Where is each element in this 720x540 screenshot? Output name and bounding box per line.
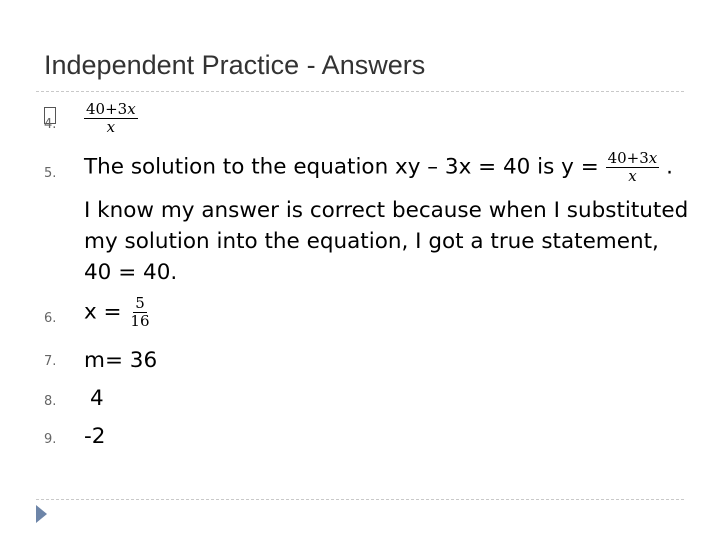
explanation-line-3: 40 = 40.: [84, 260, 178, 285]
explanation-line-2: my solution into the equation, I got a true statement,: [84, 229, 659, 254]
slide-title: Independent Practice - Answers: [44, 50, 426, 80]
top-divider: [36, 91, 684, 92]
item-number-8: 8.: [44, 394, 57, 409]
fraction-answer-5: $\frac{40+3x}{x}$: [607, 149, 658, 185]
fraction-answer-6: $\frac{5}{16}$: [130, 294, 150, 330]
answer-5: The solution to the equation xy – 3x = 40 is y = $\frac{40+3x}{x}$ .: [84, 149, 673, 185]
item-number-6: 6.: [44, 311, 57, 326]
item-number-9: 9.: [44, 432, 57, 447]
explanation-line-1: I know my answer is correct because when I substituted: [84, 198, 689, 223]
answer-4: [84, 101, 138, 136]
bottom-divider: [36, 499, 684, 500]
answer-6: x = $\frac{5}{16}$: [84, 294, 150, 330]
item-number-4: 4.: [44, 117, 57, 132]
answer-7: m= 36: [84, 348, 158, 373]
item-number-5: 5.: [44, 166, 57, 181]
item-number-7: 7.: [44, 354, 57, 369]
next-slide-arrow-icon[interactable]: [36, 505, 47, 523]
answer-8: 4: [90, 386, 104, 411]
fraction-answer-4: $\frac{40+3x}{x}$: [86, 100, 136, 136]
answer-9: -2: [84, 424, 106, 449]
